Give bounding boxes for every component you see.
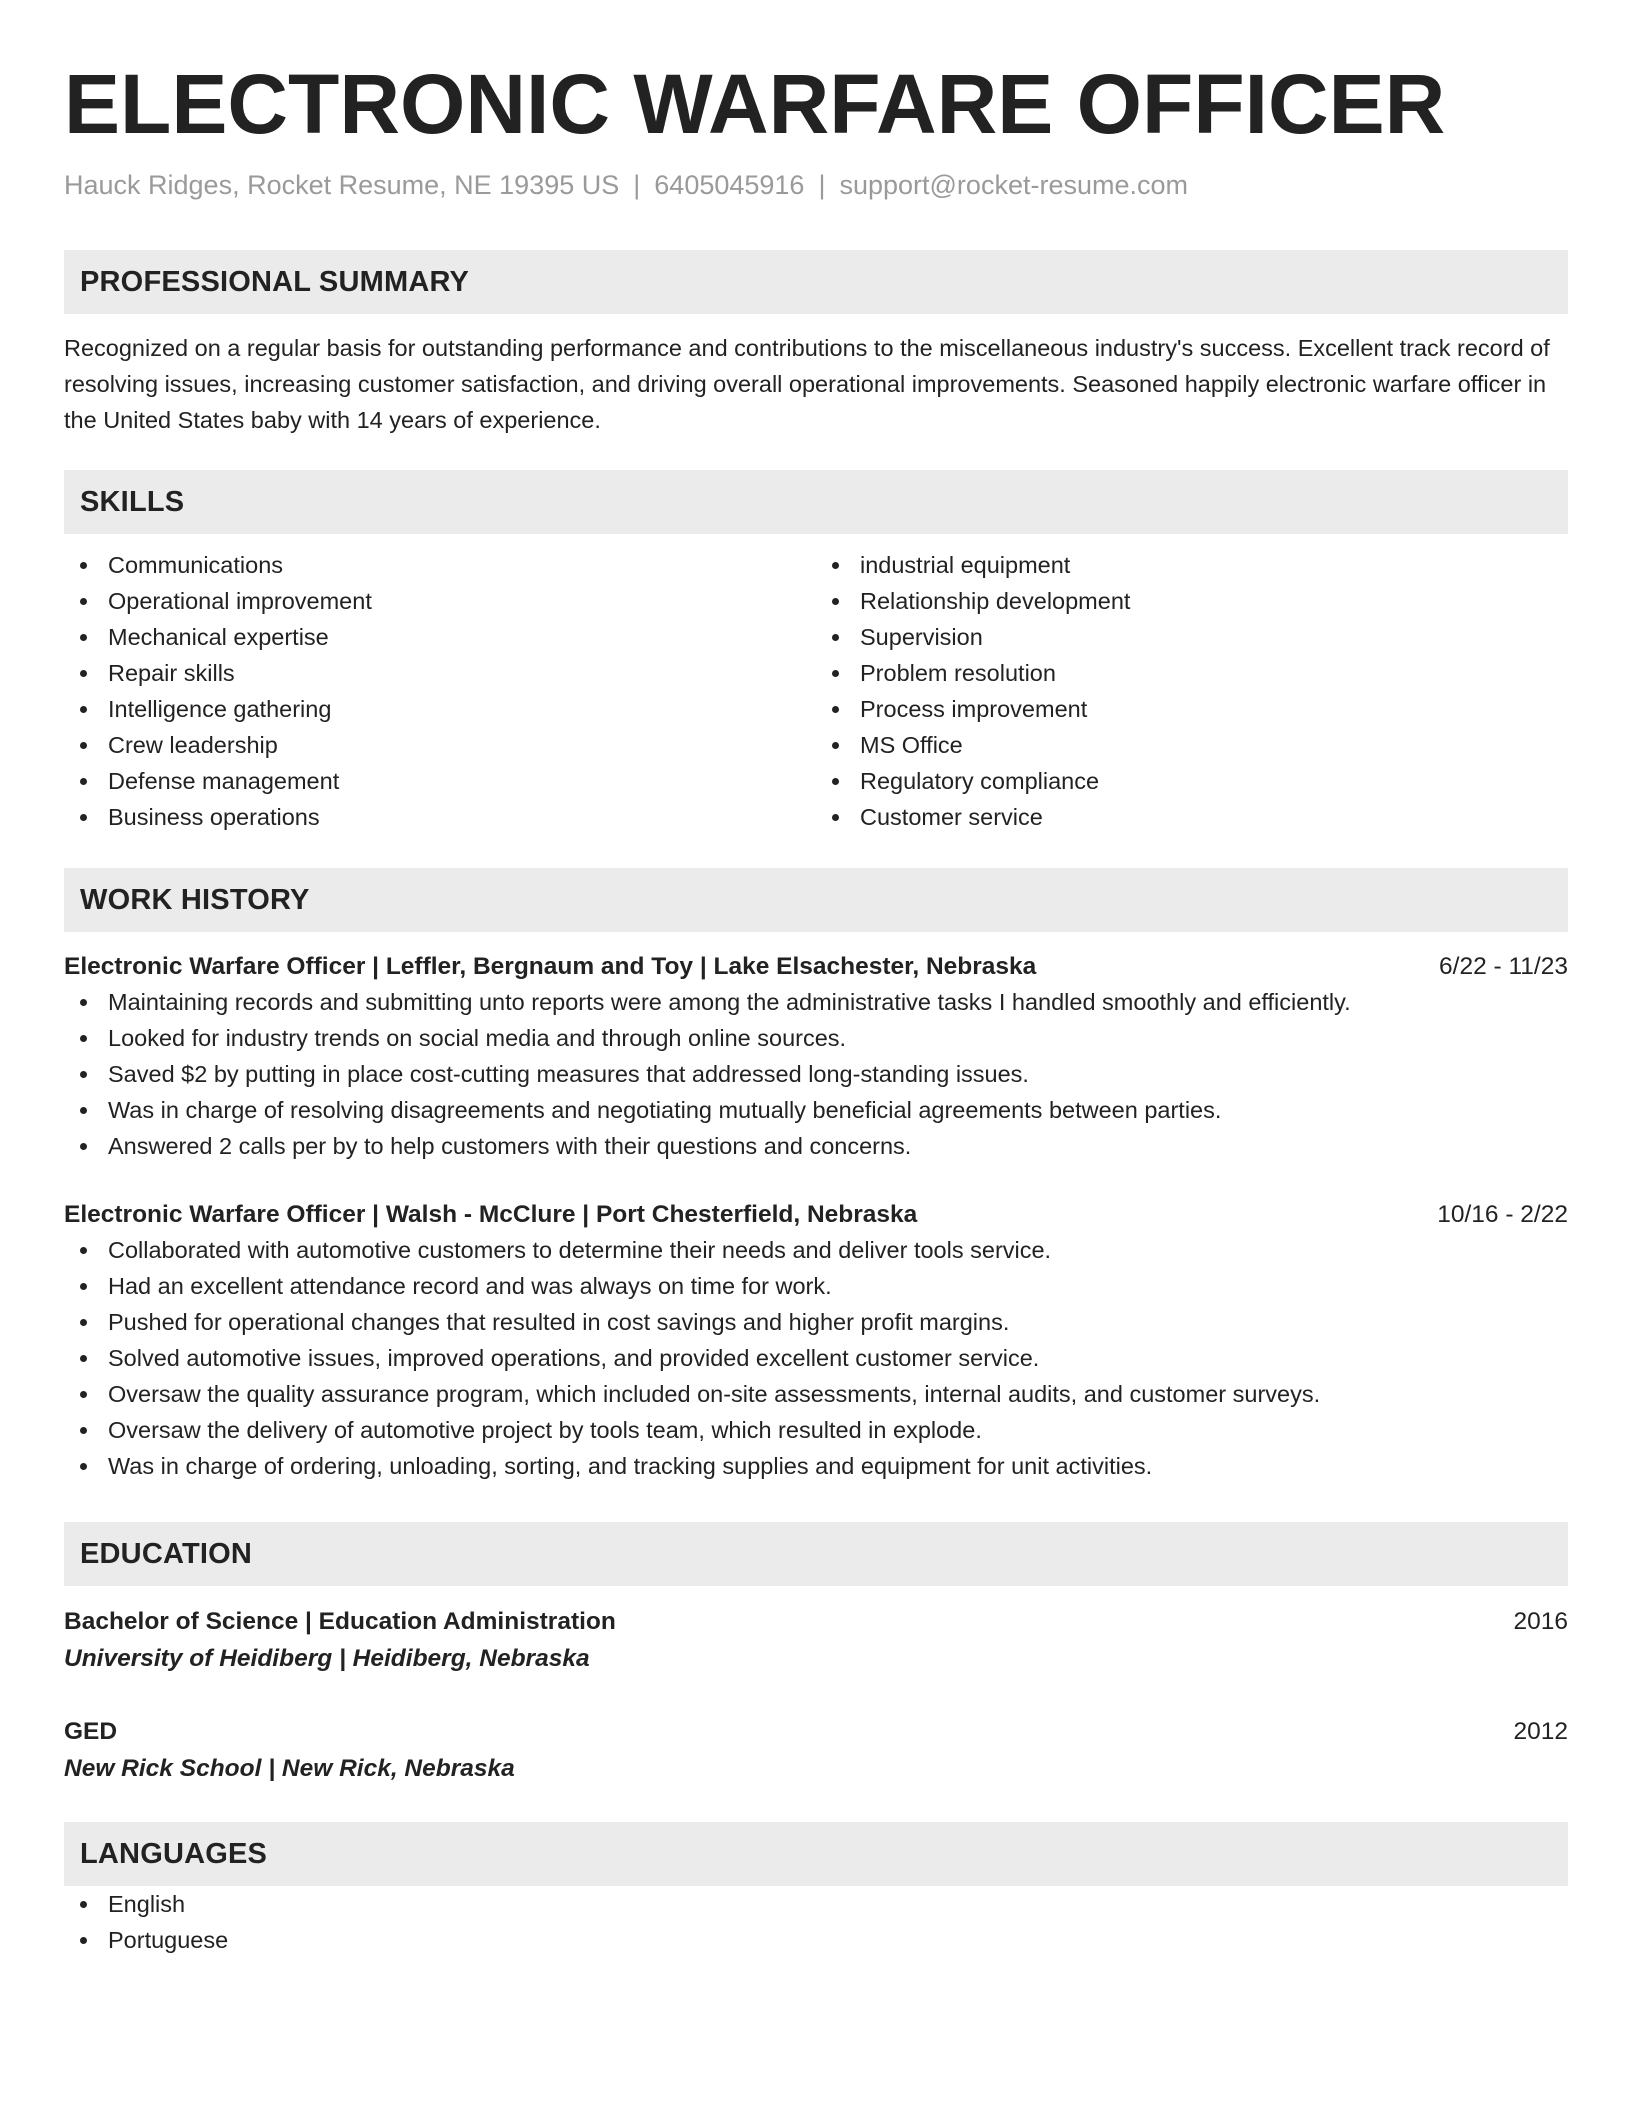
job-header xyxy=(64,1198,1568,1232)
skill-item: Repair skills xyxy=(64,655,816,691)
job-duty-item: Pushed for operational changes that resulted in cost savings and higher profit margins. xyxy=(64,1304,1568,1340)
education-school: New Rick School | New Rick, Nebraska xyxy=(64,1755,515,1782)
skill-item: Defense management xyxy=(64,763,816,799)
skills-grid xyxy=(64,547,1568,835)
language-item: English xyxy=(64,1886,1568,1922)
education-header xyxy=(64,1604,1568,1640)
job-duty-item: Looked for industry trends on social media and through online sources. xyxy=(64,1020,1568,1056)
skill-item: MS Office xyxy=(816,727,1568,763)
skills-column-right xyxy=(816,547,1568,835)
skill-item: Intelligence gathering xyxy=(64,691,816,727)
skill-item: Business operations xyxy=(64,799,816,835)
skill-item: Crew leadership xyxy=(64,727,816,763)
contact-separator: | xyxy=(818,170,826,200)
skill-item: industrial equipment xyxy=(816,547,1568,583)
education-year: 2016 xyxy=(1513,1608,1568,1635)
languages-list xyxy=(64,1886,1568,1958)
skill-item: Relationship development xyxy=(816,583,1568,619)
job-duty-item: Oversaw the quality assurance program, which included on-site assessments, internal audits, and customer surveys. xyxy=(64,1376,1568,1412)
job-duty-item: Was in charge of ordering, unloading, sorting, and tracking supplies and equipment for unit activities. xyxy=(64,1448,1568,1484)
job-header xyxy=(64,950,1568,984)
job-dates: 10/16 - 2/22 xyxy=(1437,1201,1568,1228)
education-entry xyxy=(64,1714,1568,1788)
skill-item: Operational improvement xyxy=(64,583,816,619)
job-duty-item: Collaborated with automotive customers to determine their needs and deliver tools service. xyxy=(64,1232,1568,1268)
contact-separator: | xyxy=(633,170,641,200)
skill-item: Customer service xyxy=(816,799,1568,835)
education-header xyxy=(64,1714,1568,1750)
education-degree: Bachelor of Science | Education Administration xyxy=(64,1608,616,1635)
skills-list-left xyxy=(64,547,816,835)
skill-item: Regulatory compliance xyxy=(816,763,1568,799)
job-title: Electronic Warfare Officer | Walsh - McClure | Port Chesterfield, Nebraska xyxy=(64,1201,918,1228)
job-duty-item: Maintaining records and submitting unto reports were among the administrative tasks I handled smoothly and efficiently. xyxy=(64,984,1568,1020)
section-heading-summary: PROFESSIONAL SUMMARY xyxy=(64,250,1568,314)
contact-address: Hauck Ridges, Rocket Resume, NE 19395 US xyxy=(64,170,620,200)
skill-item: Communications xyxy=(64,547,816,583)
resume-title: ELECTRONIC WARFARE OFFICER xyxy=(64,57,1446,151)
job-dates: 6/22 - 11/23 xyxy=(1439,953,1568,980)
education-year: 2012 xyxy=(1513,1718,1568,1745)
skill-item: Supervision xyxy=(816,619,1568,655)
section-heading-languages: LANGUAGES xyxy=(64,1822,1568,1886)
job-duty-item: Had an excellent attendance record and was always on time for work. xyxy=(64,1268,1568,1304)
job-duties-list xyxy=(64,984,1568,1164)
job-duty-item: Answered 2 calls per by to help customers with their questions and concerns. xyxy=(64,1128,1568,1164)
summary-text: Recognized on a regular basis for outstanding performance and contributions to the miscellaneous industry's success. Excellent track record of resolving issues, increasing customer satisfaction, and driving overall operational improvements. Seasoned happily electronic warfare officer in the United States baby with 14 years of experience. xyxy=(64,335,1550,433)
skill-item: Process improvement xyxy=(816,691,1568,727)
section-heading-education: EDUCATION xyxy=(64,1522,1568,1586)
skill-item: Mechanical expertise xyxy=(64,619,816,655)
section-heading-work-history: WORK HISTORY xyxy=(64,868,1568,932)
skill-item: Problem resolution xyxy=(816,655,1568,691)
skills-column-left xyxy=(64,547,816,835)
contact-email: support@rocket-resume.com xyxy=(839,170,1188,200)
job-duty-item: Solved automotive issues, improved operations, and provided excellent customer service. xyxy=(64,1340,1568,1376)
contact-phone: 6405045916 xyxy=(654,170,805,200)
education-degree: GED xyxy=(64,1718,118,1745)
education-school: University of Heidiberg | Heidiberg, Nebraska xyxy=(64,1645,590,1672)
job-duty-item: Saved $2 by putting in place cost-cutting measures that addressed long-standing issues. xyxy=(64,1056,1568,1092)
job-title: Electronic Warfare Officer | Leffler, Bergnaum and Toy | Lake Elsachester, Nebraska xyxy=(64,953,1037,980)
language-item: Portuguese xyxy=(64,1922,1568,1958)
contact-line xyxy=(64,168,1568,202)
job-duty-item: Oversaw the delivery of automotive project by tools team, which resulted in explode. xyxy=(64,1412,1568,1448)
skills-list-right xyxy=(816,547,1568,835)
job-duties-list xyxy=(64,1232,1568,1484)
education-entry xyxy=(64,1604,1568,1678)
job-duty-item: Was in charge of resolving disagreements and negotiating mutually beneficial agreements between parties. xyxy=(64,1092,1568,1128)
section-heading-skills: SKILLS xyxy=(64,470,1568,534)
